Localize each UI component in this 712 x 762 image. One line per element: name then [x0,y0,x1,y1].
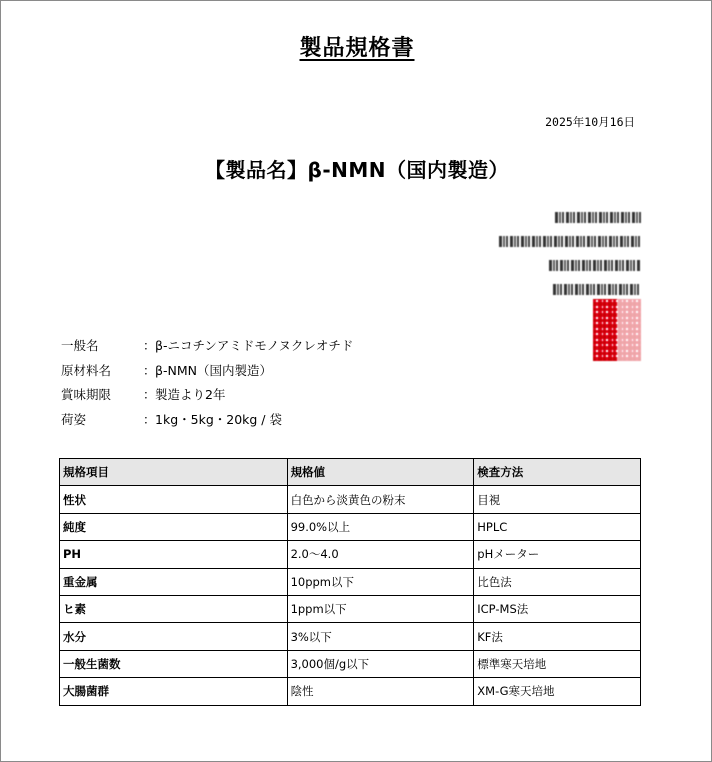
spec-value: 陰性 [287,678,474,705]
info-value: 1kg・5kg・20kg / 袋 [155,411,282,427]
specification-table [59,458,641,706]
table-row [60,513,641,540]
test-method: KF法 [474,623,641,650]
spec-value: 99.0%以上 [287,513,474,540]
info-row-packaging [61,407,353,432]
test-method: 目視 [474,486,641,513]
company-address-redacted [491,233,641,250]
spec-value: 3%以下 [287,623,474,650]
table-row [60,650,641,677]
spec-item: 大腸菌群 [60,678,288,705]
table-row [60,568,641,595]
product-info-list [61,333,353,431]
spec-item: 重金属 [60,568,288,595]
issue-date: 2025年10月16日 [545,115,635,129]
info-label: 賞味期限 [61,387,112,403]
test-method: pHメーター [474,541,641,568]
header-spec-value: 規格値 [287,459,474,486]
spec-item: 水分 [60,623,288,650]
document-title: 製品規格書 [299,36,415,61]
table-row [60,623,641,650]
spec-value: 3,000個/g以下 [287,650,474,677]
info-row-shelf-life [61,382,353,407]
test-method: 比色法 [474,568,641,595]
spec-value: 2.0～4.0 [287,541,474,568]
test-method: XM-G寒天培地 [474,678,641,705]
test-method: HPLC [474,513,641,540]
info-separator: ： [143,387,156,403]
info-row-generic-name [61,333,353,358]
info-separator: ： [143,411,156,427]
info-label: 一般名 [61,338,99,354]
company-name-redacted [491,209,641,226]
product-name-heading: 【製品名】β-NMN（国内製造） [205,158,509,182]
info-value: 製造より2年 [155,387,226,403]
info-separator: ： [143,338,156,354]
company-info-redacted [491,209,641,305]
spec-value: 白色から淡黄色の粉末 [287,486,474,513]
table-row [60,541,641,568]
spec-value: 1ppm以下 [287,595,474,622]
company-address2-redacted [491,257,641,274]
info-separator: ： [143,362,156,378]
table-row [60,595,641,622]
spec-item: 純度 [60,513,288,540]
table-row [60,486,641,513]
company-phone-redacted [491,281,641,298]
spec-item: 一般生菌数 [60,650,288,677]
header-spec-item: 規格項目 [60,459,288,486]
info-value: β-NMN（国内製造） [155,362,272,378]
spec-item: 性状 [60,486,288,513]
company-seal-redacted [593,299,641,361]
table-header-row [60,459,641,486]
info-label: 荷姿 [61,411,87,427]
header-test-method: 検査方法 [474,459,641,486]
info-label: 原材料名 [61,362,112,378]
test-method: 標準寒天培地 [474,650,641,677]
spec-item: ヒ素 [60,595,288,622]
info-row-ingredient-name [61,358,353,383]
info-value: β-ニコチンアミドモノヌクレオチド [155,338,354,354]
table-row [60,678,641,705]
test-method: ICP-MS法 [474,595,641,622]
spec-value: 10ppm以下 [287,568,474,595]
spec-item: PH [60,541,288,568]
